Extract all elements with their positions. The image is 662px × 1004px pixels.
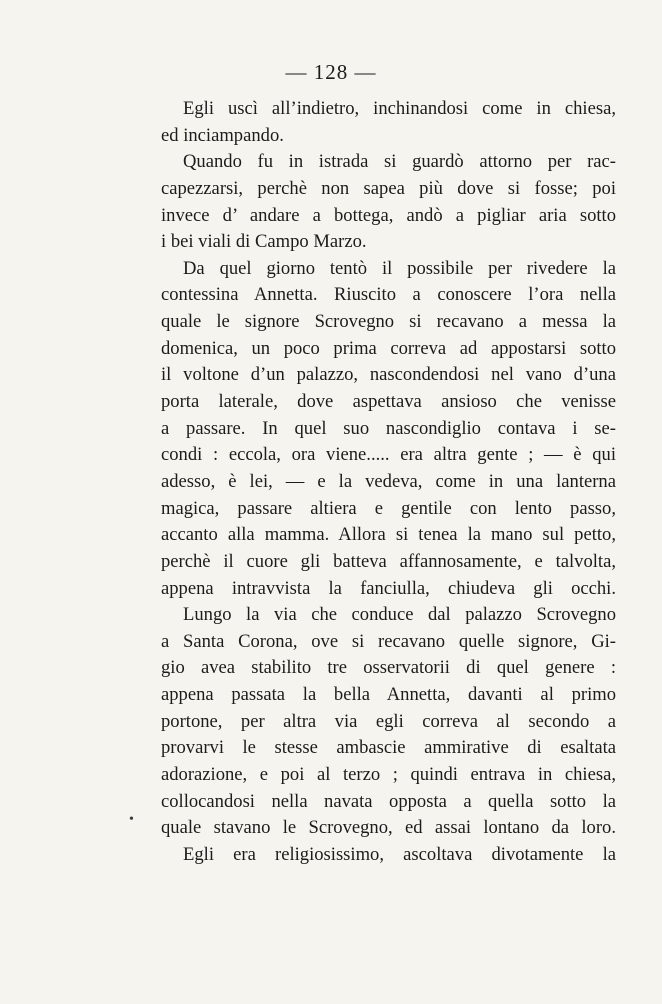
text-line: appena intravvista la fanciulla, chiudeva gli occhi. xyxy=(161,577,616,599)
text-line: Quando fu in istrada si guardò attorno per rac- xyxy=(183,151,616,173)
text-line: capezzarsi, perchè non sapea più dove si fosse; poi xyxy=(161,177,616,199)
text-line: appena passata la bella Annetta, davanti al primo xyxy=(161,684,616,706)
text-line: domenica, un poco prima correva ad appostarsi sotto xyxy=(161,337,616,359)
body-text xyxy=(161,96,616,869)
text-line: Lungo la via che conduce dal palazzo Scrovegno xyxy=(183,604,616,626)
text-line: invece d’ andare a bottega, andò a pigliar aria sotto xyxy=(161,204,616,226)
text-line: quale le signore Scrovegno si recavano a messa la xyxy=(161,311,616,333)
text-line: il voltone d’un palazzo, nascondendosi nel vano d’una xyxy=(161,364,616,386)
text-line: portone, per altra via egli correva al secondo a xyxy=(161,710,616,732)
text-line: provarvi le stesse ambascie ammirative di esaltata xyxy=(161,737,616,759)
text-line: Egli uscì all’indietro, inchinandosi come in chiesa, xyxy=(183,98,616,119)
text-line: a passare. In quel suo nascondiglio contava i se- xyxy=(161,417,616,439)
text-line: gio avea stabilito tre osservatorii di quel genere : xyxy=(161,657,616,679)
text-line: accanto alla mamma. Allora si tenea la mano sul petto, xyxy=(161,524,616,546)
text-line: adorazione, e poi al terzo ; quindi entrava in chiesa, xyxy=(161,764,616,786)
text-line: collocandosi nella navata opposta a quella sotto la xyxy=(161,790,616,812)
text-line: Egli era religiosissimo, ascoltava divotamente la xyxy=(183,843,616,865)
ink-speck: • xyxy=(129,812,134,827)
text-line: a Santa Corona, ove si recavano quelle signore, Gi- xyxy=(161,630,616,652)
text-line: porta laterale, dove aspettava ansioso che venisse xyxy=(161,391,616,413)
text-line: ed inciampando. xyxy=(161,124,284,146)
text-line: condi : eccola, ora viene..... era altra gente ; — è qui xyxy=(161,444,616,466)
page-number: — 128 — xyxy=(285,60,377,84)
text-line: adesso, è lei, — e la vedeva, come in una lanterna xyxy=(161,470,616,492)
text-line: i bei viali di Campo Marzo. xyxy=(161,231,367,253)
text-line: magica, passare altiera e gentile con lento passo, xyxy=(161,497,616,519)
text-line: Da quel giorno tentò il possibile per rivedere la xyxy=(183,257,616,279)
text-line: perchè il cuore gli batteva affannosamente, e talvolta, xyxy=(161,550,616,572)
text-line: quale stavano le Scrovegno, ed assai lontano da loro. xyxy=(161,817,616,839)
text-line: contessina Annetta. Riuscito a conoscere l’ora nella xyxy=(161,284,616,306)
